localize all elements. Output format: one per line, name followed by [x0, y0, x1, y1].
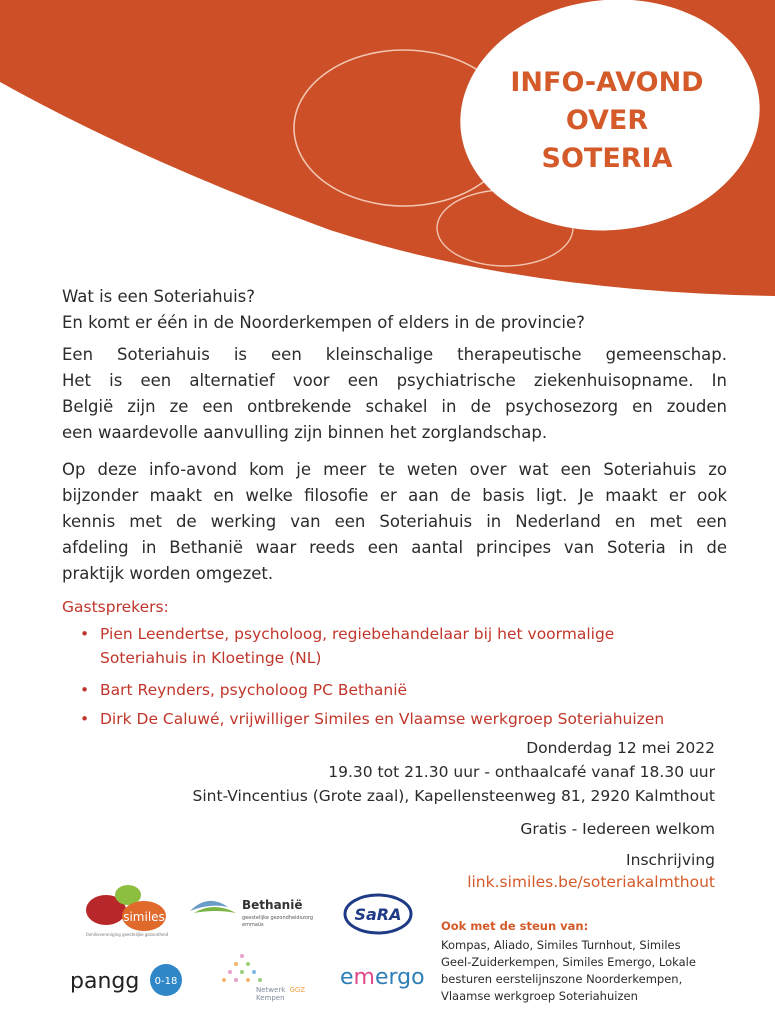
- speaker-line: Soteriahuis in Kloetinge (NL): [100, 649, 322, 667]
- sara-logo: [342, 892, 414, 936]
- support-heading: Ook met de steun van:: [441, 919, 589, 933]
- netwerk-line2: Kempen: [256, 994, 285, 1002]
- para2-line-5: praktijk worden omgezet.: [62, 564, 274, 583]
- netwerk-ggz: GGZ: [289, 986, 306, 994]
- emergo-accent: m: [353, 965, 375, 990]
- bethanie-logo: [188, 893, 323, 933]
- support-line: Vlaamse werkgroep Soteriahuizen: [441, 989, 638, 1003]
- bethanie-sub2: emmaüs: [242, 922, 264, 928]
- sara-name: SaRA: [354, 905, 402, 924]
- similes-logo: [82, 880, 172, 940]
- title-line-3: SOTERIA: [541, 143, 673, 174]
- emergo-suffix: ergo: [374, 965, 425, 990]
- pangg-name: pangg: [70, 969, 140, 994]
- pangg-logo: [68, 960, 188, 1000]
- netwerk-ggz-logo: [212, 948, 312, 1004]
- similes-tagline: familievereniging geestelijke gezondheid: [86, 932, 169, 937]
- event-location: Sint-Vincentius (Grote zaal), Kapellensteenweg 81, 2920 Kalmthout: [192, 787, 715, 805]
- emergo-prefix: e: [340, 965, 354, 990]
- bullet-icon: •: [80, 681, 90, 699]
- speaker-line: Dirk De Caluwé, vrijwilliger Similes en Vlaamse werkgroep Soteriahuizen: [100, 710, 665, 728]
- emergo-logo: [338, 960, 428, 994]
- registration-link[interactable]: link.similes.be/soteriakalmthout: [467, 873, 715, 891]
- registration-label: Inschrijving: [626, 851, 715, 869]
- netwerk-line1: Netwerk: [256, 986, 286, 994]
- speaker-item: [80, 707, 740, 731]
- bullet-icon: •: [80, 710, 90, 728]
- event-price: Gratis - Iedereen welkom: [520, 820, 715, 838]
- event-date: Donderdag 12 mei 2022: [526, 739, 715, 757]
- title-line-1: INFO-AVOND: [510, 67, 704, 98]
- speaker-line: Pien Leendertse, psycholoog, regiebehandelaar bij het voormalige: [100, 625, 615, 643]
- intro-question-1: Wat is een Soteriahuis?: [62, 287, 256, 306]
- para2-line-1: Op deze info-avond kom je meer te weten over wat een Soteriahuis zo: [62, 460, 727, 479]
- svg-text:emergo: [340, 965, 425, 990]
- title-line-2: OVER: [565, 105, 649, 136]
- intro-question-2: En komt er één in de Noorderkempen of elders in de provincie?: [62, 313, 585, 332]
- support-line: besturen eerstelijnszone Noorderkempen,: [441, 972, 683, 986]
- similes-name: similes: [123, 910, 165, 924]
- speaker-item: [80, 622, 740, 670]
- para2-line-3: kennis met de werking van een Soteriahuis in Nederland en met een: [62, 512, 727, 531]
- bethanie-name: Bethanië: [242, 898, 303, 912]
- speakers-heading: Gastsprekers:: [62, 598, 169, 616]
- para1-line-2: Het is een alternatief voor een psychiatrische ziekenhuisopname. In: [62, 371, 727, 390]
- svg-text:Netwerk GGZ: [256, 986, 305, 994]
- bullet-icon: •: [80, 625, 90, 643]
- para2-line-4: afdeling in Bethanië waar reeds een aantal principes van Soteria in de: [62, 538, 727, 557]
- para1-line-4: een waardevolle aanvulling zijn binnen het zorglandschap.: [62, 423, 548, 442]
- para1-line-1: Een Soteriahuis is een kleinschalige therapeutische gemeenschap.: [62, 345, 727, 364]
- pangg-badge: 0-18: [154, 976, 178, 987]
- support-line: Kompas, Aliado, Similes Turnhout, Similes: [441, 938, 681, 952]
- event-time: 19.30 tot 21.30 uur - onthaalcafé vanaf 18.30 uur: [328, 763, 715, 781]
- speaker-item: [80, 678, 740, 702]
- bethanie-sub1: geestelijke gezondheidszorg: [242, 915, 314, 921]
- para2-line-2: bijzonder maakt en welke filosofie er aan de basis ligt. Je maakt er ook: [62, 486, 727, 505]
- speaker-line: Bart Reynders, psycholoog PC Bethanië: [100, 681, 408, 699]
- para1-line-3: België zijn ze een ontbrekende schakel in de psychosezorg en zouden: [62, 397, 727, 416]
- support-line: Geel-Zuiderkempen, Similes Emergo, Lokale: [441, 955, 696, 969]
